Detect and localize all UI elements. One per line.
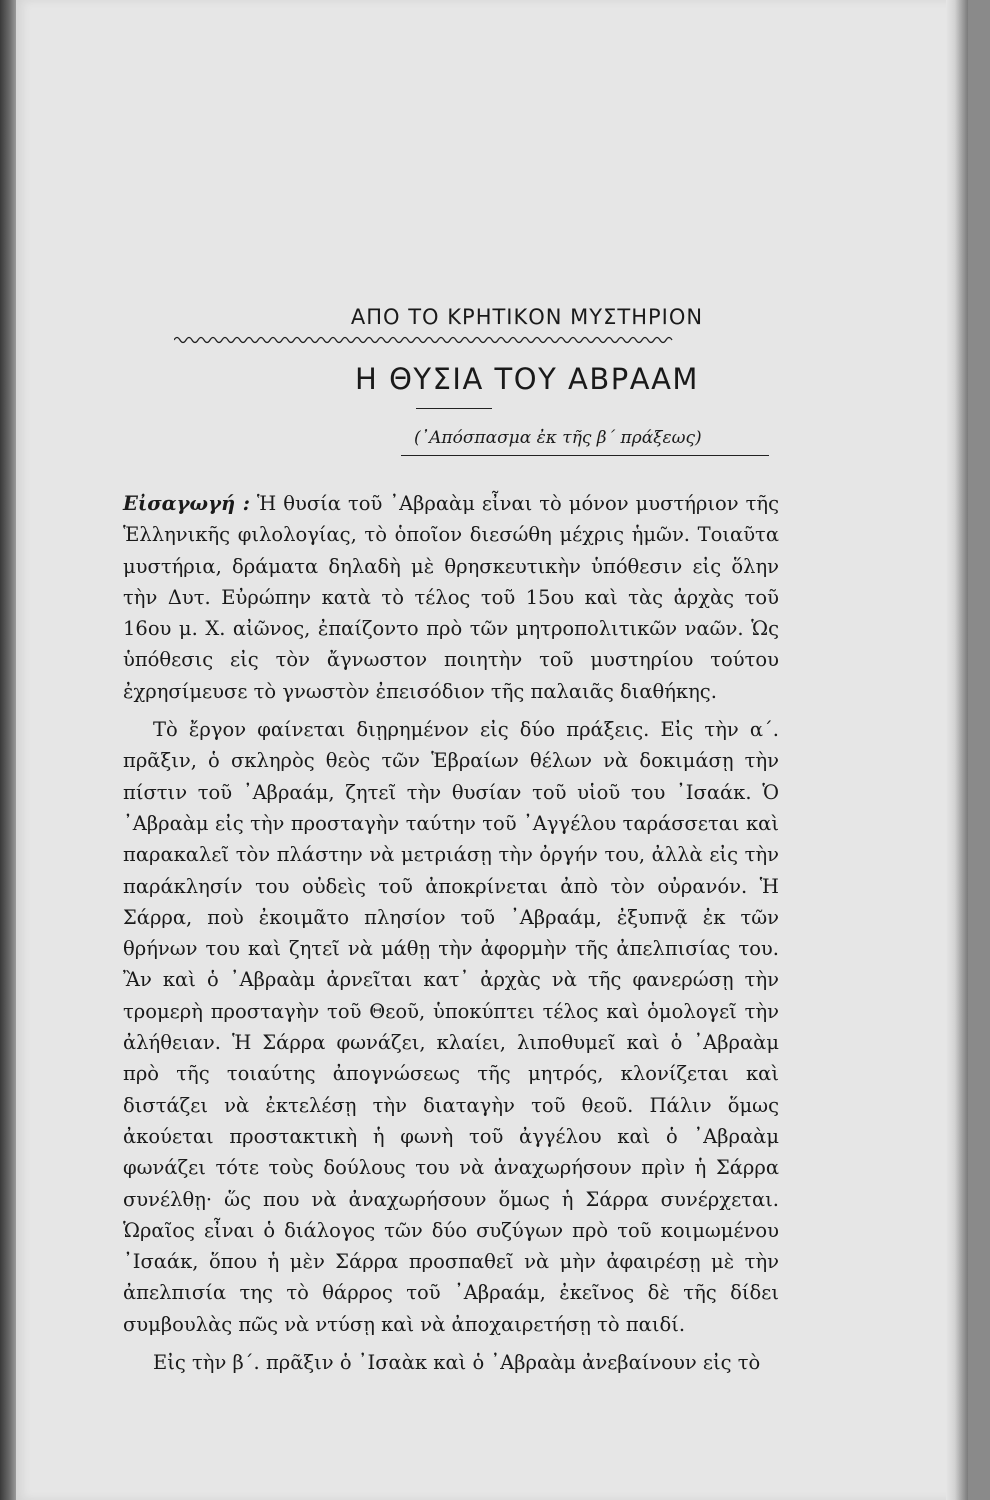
section-heading: ΑΠΟ ΤΟ ΚΡΗΤΙΚΟΝ ΜΥΣΤΗΡΙΟΝ	[350, 305, 704, 329]
page-edge	[946, 0, 968, 1500]
wavy-underline	[174, 334, 674, 346]
paragraph-intro	[123, 488, 779, 707]
body-text	[123, 488, 779, 1385]
subtitle: (᾿Απόσπασμα ἐκ τῆς β΄ πράξεως)	[414, 428, 702, 448]
paragraph-text: Ἡ θυσία τοῦ ᾿Αβραὰμ εἶναι τὸ μόνον μυστήριον τῆς Ἑλληνικῆς φιλολογίας, τὸ ὁποῖον διεσώθη μέχρις ἡμῶν. Τοιαῦτα μυστήρια, δράματα δηλαδὴ μὲ θρησκευτικὴν ὑπόθεσιν εἰς ὅλην τὴν Δυτ. Εὐρώπην κατὰ τὸ τέλος τοῦ 15ου καὶ τὰς ἀρχὰς τοῦ 16ου μ. Χ. αἰῶνος, ἐπαίζοντο πρὸ τῶν μητροπολιτικῶν ναῶν. Ὡς ὑπόθεσις εἰς τὸν ἄγνωστον ποιητὴν τοῦ μυστηρίου τούτου ἐχρησίμευσε τὸ γνωστὸν ἐπεισόδιον τῆς παλαιᾶς διαθήκης.	[123, 492, 779, 703]
paragraph: Τὸ ἔργον φαίνεται διῃρημένον εἰς δύο πράξεις. Εἰς τὴν α΄. πρᾶξιν, ὁ σκληρὸς θεὸς τῶν Ἑβραίων θέλων νὰ δοκιμάσῃ τὴν πίστιν τοῦ ᾿Αβραάμ, ζητεῖ τὴν θυσίαν τοῦ υἱοῦ του ᾿Ισαάκ. Ὁ ᾿Αβραὰμ εἰς τὴν προσταγὴν ταύτην τοῦ ᾿Αγγέλου ταράσσεται καὶ παρακαλεῖ τὸν πλάστην νὰ μετριάσῃ τὴν ὀργήν του, ἀλλὰ εἰς τὴν παράκλησίν του οὐδεὶς τοῦ ἀποκρίνεται ἀπὸ τὸν οὐρανόν. Ἡ Σάρρα, ποὺ ἐκοιμᾶτο πλησίον τοῦ ᾿Αβραάμ, ἐξυπνᾷ ἐκ τῶν θρήνων του καὶ ζητεῖ νὰ μάθῃ τὴν ἀφορμὴν τῆς ἀπελπισίας του. Ἂν καὶ ὁ ᾿Αβραὰμ ἀρνεῖται κατ᾿ ἀρχὰς νὰ τῆς φανερώσῃ τὴν τρομερὴ προσταγὴν τοῦ Θεοῦ, ὑποκύπτει τέλος καὶ ὁμολογεῖ τὴν ἀλήθειαν. Ἡ Σάρρα φωνάζει, κλαίει, λιποθυμεῖ καὶ ὁ ᾿Αβραὰμ πρὸ τῆς τοιαύτης ἀπογνώσεως τῆς μητρός, κλονίζεται καὶ διστάζει νὰ ἐκτελέσῃ τὴν διαταγὴν τοῦ θεοῦ. Πάλιν ὅμως ἀκούεται προστακτικὴ ἡ φωνὴ τοῦ ἀγγέλου καὶ ὁ ᾿Αβραὰμ φωνάζει τότε τοὺς δούλους του νὰ ἀναχωρήσουν πρὶν ἡ Σάρρα συνέλθῃ· ὥς που νὰ ἀναχωρήσουν ὅμως ἡ Σάρρα συνέρχεται. Ὡραῖος εἶναι ὁ διάλογος τῶν δύο συζύγων πρὸ τοῦ κοιμωμένου ᾿Ισαάκ, ὅπου ἡ μὲν Σάρρα προσπαθεῖ νὰ μὴν ἀφαιρέσῃ μὲ τὴν ἀπελπισία της τὸ θάρρος τοῦ ᾿Αβραάμ, ἐκεῖνος δὲ τῆς δίδει συμβουλὰς πῶς νὰ ντύσῃ καὶ νὰ ἀποχαιρετήσῃ τὸ παιδί.	[123, 718, 779, 1336]
book-page	[16, 0, 968, 1500]
page-title: Η ΘΥΣΙΑ ΤΟΥ ΑΒΡΑΑΜ	[355, 362, 699, 396]
subtitle-rule	[401, 455, 769, 456]
intro-label: Εἰσαγωγή :	[123, 492, 250, 515]
title-rule	[416, 408, 492, 409]
book-spine	[0, 0, 16, 1500]
paragraph: Εἰς τὴν β΄. πρᾶξιν ὁ ᾿Ισαὰκ καὶ ὁ ᾿Αβραὰμ ἀνεβαίνουν εἰς τὸ	[153, 1351, 761, 1375]
